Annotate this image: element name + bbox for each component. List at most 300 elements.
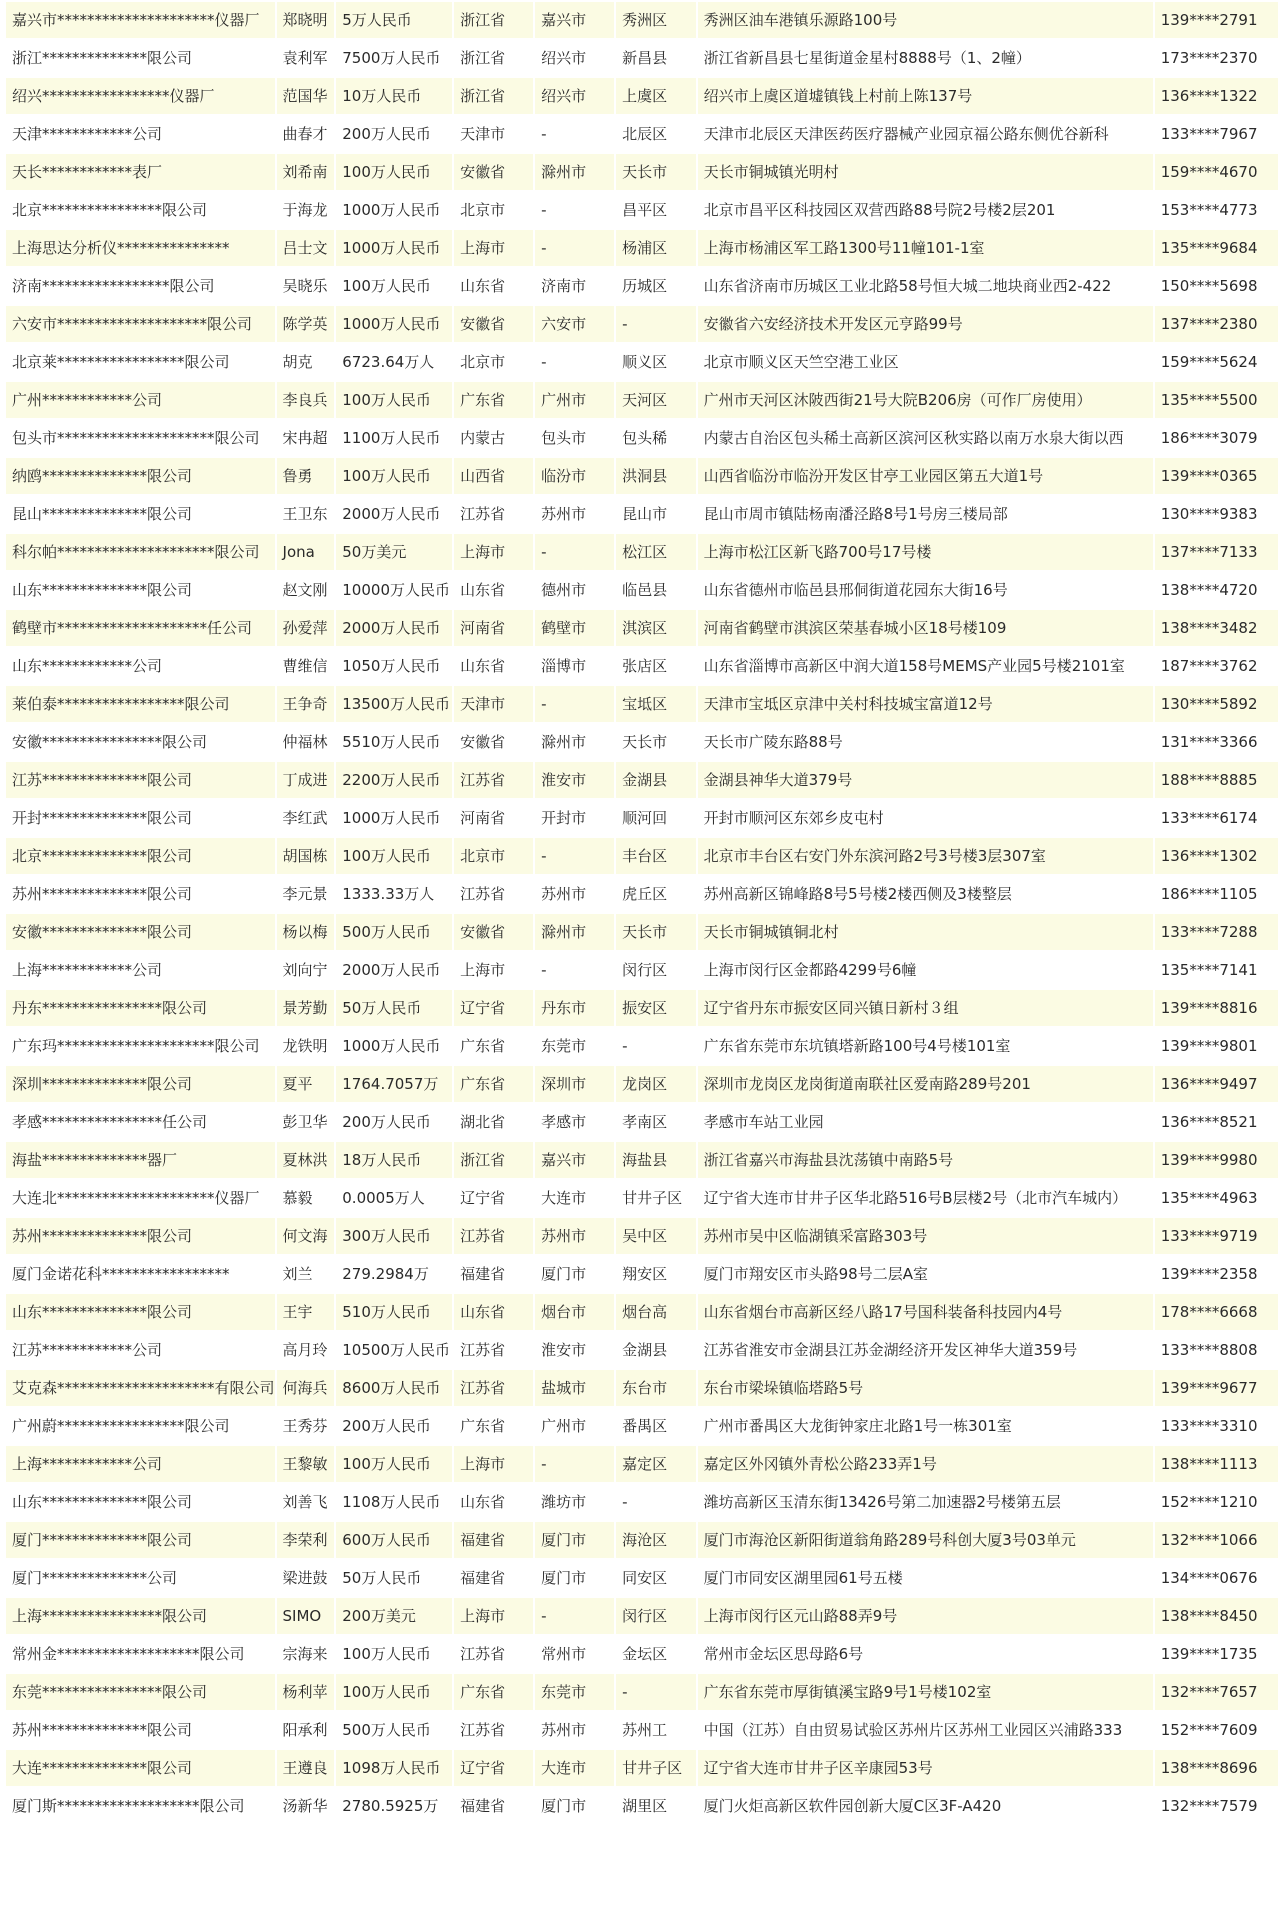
- table-row: [6, 1066, 1278, 1102]
- city-cell: 包头市: [535, 420, 614, 456]
- address-cell: 北京市昌平区科技园区双营西路88号院2号楼2层201: [698, 192, 1153, 228]
- district-cell: 闵行区: [616, 952, 696, 988]
- legal-representative-cell: 杨利苹: [277, 1674, 335, 1710]
- province-cell: 福建省: [454, 1522, 533, 1558]
- phone-cell: 153****4773: [1155, 192, 1278, 228]
- province-cell: 上海市: [454, 230, 533, 266]
- phone-cell: 135****7141: [1155, 952, 1278, 988]
- company-name-cell: 艾克森*********************有限公司: [6, 1370, 275, 1406]
- table-row: [6, 1446, 1278, 1482]
- legal-representative-cell: 吴晓乐: [277, 268, 335, 304]
- district-cell: 昌平区: [616, 192, 696, 228]
- table-row: [6, 648, 1278, 684]
- district-cell: 吴中区: [616, 1218, 696, 1254]
- province-cell: 福建省: [454, 1560, 533, 1596]
- phone-cell: 131****3366: [1155, 724, 1278, 760]
- phone-cell: 136****1302: [1155, 838, 1278, 874]
- district-cell: -: [616, 1674, 696, 1710]
- legal-representative-cell: 景芳勤: [277, 990, 335, 1026]
- registered-capital-cell: 500万人民币: [336, 914, 452, 950]
- phone-cell: 132****1066: [1155, 1522, 1278, 1558]
- company-name-cell: 常州金*******************限公司: [6, 1636, 275, 1672]
- address-cell: 浙江省新昌县七星街道金星村8888号（1、2幢）: [698, 40, 1153, 76]
- district-cell: 丰台区: [616, 838, 696, 874]
- registered-capital-cell: 0.0005万人: [336, 1180, 452, 1216]
- table-row: [6, 306, 1278, 342]
- address-cell: 开封市顺河区东郊乡皮屯村: [698, 800, 1153, 836]
- registered-capital-cell: 100万人民币: [336, 268, 452, 304]
- table-row: [6, 572, 1278, 608]
- phone-cell: 152****7609: [1155, 1712, 1278, 1748]
- registered-capital-cell: 10万人民币: [336, 78, 452, 114]
- phone-cell: 139****0365: [1155, 458, 1278, 494]
- legal-representative-cell: 何海兵: [277, 1370, 335, 1406]
- province-cell: 辽宁省: [454, 990, 533, 1026]
- registered-capital-cell: 1098万人民币: [336, 1750, 452, 1786]
- table-row: [6, 2, 1278, 38]
- company-name-cell: 绍兴*****************仪器厂: [6, 78, 275, 114]
- province-cell: 浙江省: [454, 78, 533, 114]
- address-cell: 绍兴市上虞区道墟镇钱上村前上陈137号: [698, 78, 1153, 114]
- phone-cell: 159****4670: [1155, 154, 1278, 190]
- address-cell: 山西省临汾市临汾开发区甘亭工业园区第五大道1号: [698, 458, 1153, 494]
- registered-capital-cell: 8600万人民币: [336, 1370, 452, 1406]
- district-cell: 湖里区: [616, 1788, 696, 1824]
- company-name-cell: 安徽****************限公司: [6, 724, 275, 760]
- city-cell: 绍兴市: [535, 40, 614, 76]
- phone-cell: 136****9497: [1155, 1066, 1278, 1102]
- legal-representative-cell: 汤新华: [277, 1788, 335, 1824]
- company-name-cell: 上海****************限公司: [6, 1598, 275, 1634]
- table-row: [6, 800, 1278, 836]
- city-cell: 烟台市: [535, 1294, 614, 1330]
- city-cell: 厦门市: [535, 1560, 614, 1596]
- company-name-cell: 丹东****************限公司: [6, 990, 275, 1026]
- district-cell: 北辰区: [616, 116, 696, 152]
- address-cell: 厦门市翔安区市头路98号二层A室: [698, 1256, 1153, 1292]
- company-name-cell: 东莞****************限公司: [6, 1674, 275, 1710]
- province-cell: 广东省: [454, 1408, 533, 1444]
- table-row: [6, 1674, 1278, 1710]
- table-row: [6, 1788, 1278, 1824]
- registered-capital-cell: 5510万人民币: [336, 724, 452, 760]
- legal-representative-cell: 彭卫华: [277, 1104, 335, 1140]
- legal-representative-cell: SIMO: [277, 1598, 335, 1634]
- registered-capital-cell: 50万人民币: [336, 990, 452, 1026]
- province-cell: 江苏省: [454, 1636, 533, 1672]
- address-cell: 上海市松江区新飞路700号17号楼: [698, 534, 1153, 570]
- district-cell: -: [616, 1484, 696, 1520]
- phone-cell: 173****2370: [1155, 40, 1278, 76]
- company-name-cell: 苏州**************限公司: [6, 1712, 275, 1748]
- city-cell: 鹤壁市: [535, 610, 614, 646]
- city-cell: 淮安市: [535, 1332, 614, 1368]
- city-cell: -: [535, 838, 614, 874]
- legal-representative-cell: 宗海来: [277, 1636, 335, 1672]
- company-name-cell: 山东************公司: [6, 648, 275, 684]
- city-cell: 嘉兴市: [535, 1142, 614, 1178]
- company-name-cell: 海盐**************器厂: [6, 1142, 275, 1178]
- legal-representative-cell: 宋冉超: [277, 420, 335, 456]
- company-name-cell: 厦门**************限公司: [6, 1522, 275, 1558]
- address-cell: 孝感市车站工业园: [698, 1104, 1153, 1140]
- province-cell: 北京市: [454, 192, 533, 228]
- city-cell: 滁州市: [535, 154, 614, 190]
- district-cell: 甘井子区: [616, 1750, 696, 1786]
- province-cell: 辽宁省: [454, 1180, 533, 1216]
- province-cell: 上海市: [454, 952, 533, 988]
- district-cell: 烟台高: [616, 1294, 696, 1330]
- province-cell: 广东省: [454, 382, 533, 418]
- district-cell: 翔安区: [616, 1256, 696, 1292]
- city-cell: 丹东市: [535, 990, 614, 1026]
- company-name-cell: 包头市*********************限公司: [6, 420, 275, 456]
- legal-representative-cell: 李荣利: [277, 1522, 335, 1558]
- phone-cell: 159****5624: [1155, 344, 1278, 380]
- legal-representative-cell: 李良兵: [277, 382, 335, 418]
- address-cell: 广东省东莞市厚街镇溪宝路9号1号楼102室: [698, 1674, 1153, 1710]
- district-cell: 东台市: [616, 1370, 696, 1406]
- province-cell: 天津市: [454, 116, 533, 152]
- legal-representative-cell: Jona: [277, 534, 335, 570]
- address-cell: 苏州高新区锦峰路8号5号楼2楼西侧及3楼整层: [698, 876, 1153, 912]
- district-cell: 杨浦区: [616, 230, 696, 266]
- registered-capital-cell: 510万人民币: [336, 1294, 452, 1330]
- registered-capital-cell: 200万美元: [336, 1598, 452, 1634]
- registered-capital-cell: 200万人民币: [336, 1104, 452, 1140]
- company-name-cell: 大连北*********************仪器厂: [6, 1180, 275, 1216]
- city-cell: 深圳市: [535, 1066, 614, 1102]
- registered-capital-cell: 1108万人民币: [336, 1484, 452, 1520]
- district-cell: 松江区: [616, 534, 696, 570]
- legal-representative-cell: 梁进鼓: [277, 1560, 335, 1596]
- address-cell: 厦门火炬高新区软件园创新大厦C区3F-A420: [698, 1788, 1153, 1824]
- phone-cell: 187****3762: [1155, 648, 1278, 684]
- registered-capital-cell: 1100万人民币: [336, 420, 452, 456]
- address-cell: 江苏省淮安市金湖县江苏金湖经济开发区神华大道359号: [698, 1332, 1153, 1368]
- district-cell: 洪洞县: [616, 458, 696, 494]
- table-row: [6, 1332, 1278, 1368]
- district-cell: 金坛区: [616, 1636, 696, 1672]
- address-cell: 山东省淄博市高新区中润大道158号MEMS产业园5号楼2101室: [698, 648, 1153, 684]
- province-cell: 河南省: [454, 800, 533, 836]
- table-row: [6, 990, 1278, 1026]
- city-cell: -: [535, 1598, 614, 1634]
- company-name-cell: 山东**************限公司: [6, 1294, 275, 1330]
- phone-cell: 134****0676: [1155, 1560, 1278, 1596]
- city-cell: 绍兴市: [535, 78, 614, 114]
- company-name-cell: 广州************公司: [6, 382, 275, 418]
- district-cell: 历城区: [616, 268, 696, 304]
- legal-representative-cell: 吕士文: [277, 230, 335, 266]
- address-cell: 北京市丰台区右安门外东滨河路2号3号楼3层307室: [698, 838, 1153, 874]
- company-name-cell: 厦门金诺花科*****************: [6, 1256, 275, 1292]
- phone-cell: 133****7288: [1155, 914, 1278, 950]
- registered-capital-cell: 100万人民币: [336, 154, 452, 190]
- address-cell: 广州市天河区沐陂西街21号大院B206房（可作厂房使用）: [698, 382, 1153, 418]
- phone-cell: 150****5698: [1155, 268, 1278, 304]
- district-cell: 番禺区: [616, 1408, 696, 1444]
- province-cell: 广东省: [454, 1028, 533, 1064]
- company-name-cell: 北京****************限公司: [6, 192, 275, 228]
- table-row: [6, 1484, 1278, 1520]
- phone-cell: 136****1322: [1155, 78, 1278, 114]
- city-cell: 临汾市: [535, 458, 614, 494]
- province-cell: 江苏省: [454, 1370, 533, 1406]
- address-cell: 内蒙古自治区包头稀土高新区滨河区秋实路以南万水泉大街以西: [698, 420, 1153, 456]
- table-row: [6, 1256, 1278, 1292]
- city-cell: 常州市: [535, 1636, 614, 1672]
- city-cell: -: [535, 686, 614, 722]
- company-name-cell: 厦门**************公司: [6, 1560, 275, 1596]
- table-row: [6, 1712, 1278, 1748]
- phone-cell: 133****7967: [1155, 116, 1278, 152]
- phone-cell: 133****6174: [1155, 800, 1278, 836]
- address-cell: 上海市杨浦区军工路1300号11幢101-1室: [698, 230, 1153, 266]
- registered-capital-cell: 100万人民币: [336, 458, 452, 494]
- legal-representative-cell: 鲁勇: [277, 458, 335, 494]
- registered-capital-cell: 300万人民币: [336, 1218, 452, 1254]
- city-cell: 东莞市: [535, 1674, 614, 1710]
- province-cell: 山东省: [454, 648, 533, 684]
- province-cell: 北京市: [454, 344, 533, 380]
- legal-representative-cell: 何文海: [277, 1218, 335, 1254]
- city-cell: 淮安市: [535, 762, 614, 798]
- registered-capital-cell: 13500万人民币: [336, 686, 452, 722]
- province-cell: 山东省: [454, 1294, 533, 1330]
- legal-representative-cell: 慕毅: [277, 1180, 335, 1216]
- table-row: [6, 952, 1278, 988]
- address-cell: 上海市闵行区金都路4299号6幢: [698, 952, 1153, 988]
- legal-representative-cell: 曲春才: [277, 116, 335, 152]
- table-row: [6, 610, 1278, 646]
- company-name-cell: 鹤壁市********************任公司: [6, 610, 275, 646]
- district-cell: 金湖县: [616, 1332, 696, 1368]
- address-cell: 辽宁省大连市甘井子区华北路516号B层楼2号（北市汽车城内）: [698, 1180, 1153, 1216]
- city-cell: 广州市: [535, 382, 614, 418]
- province-cell: 内蒙古: [454, 420, 533, 456]
- district-cell: 甘井子区: [616, 1180, 696, 1216]
- company-name-cell: 苏州**************限公司: [6, 876, 275, 912]
- table-row: [6, 496, 1278, 532]
- address-cell: 天长市铜城镇铜北村: [698, 914, 1153, 950]
- phone-cell: 135****9684: [1155, 230, 1278, 266]
- province-cell: 江苏省: [454, 1332, 533, 1368]
- city-cell: 厦门市: [535, 1522, 614, 1558]
- address-cell: 金湖县神华大道379号: [698, 762, 1153, 798]
- phone-cell: 132****7657: [1155, 1674, 1278, 1710]
- phone-cell: 139****8816: [1155, 990, 1278, 1026]
- address-cell: 广州市番禺区大龙街钟家庄北路1号一栋301室: [698, 1408, 1153, 1444]
- province-cell: 浙江省: [454, 1142, 533, 1178]
- phone-cell: 139****9801: [1155, 1028, 1278, 1064]
- city-cell: 滁州市: [535, 914, 614, 950]
- province-cell: 江苏省: [454, 876, 533, 912]
- legal-representative-cell: 夏平: [277, 1066, 335, 1102]
- registered-capital-cell: 1000万人民币: [336, 230, 452, 266]
- company-name-cell: 天津************公司: [6, 116, 275, 152]
- district-cell: 嘉定区: [616, 1446, 696, 1482]
- table-row: [6, 838, 1278, 874]
- city-cell: 开封市: [535, 800, 614, 836]
- table-row: [6, 1522, 1278, 1558]
- address-cell: 天津市宝坻区京津中关村科技城宝富道12号: [698, 686, 1153, 722]
- city-cell: 嘉兴市: [535, 2, 614, 38]
- city-cell: 滁州市: [535, 724, 614, 760]
- registered-capital-cell: 10500万人民币: [336, 1332, 452, 1368]
- phone-cell: 139****2358: [1155, 1256, 1278, 1292]
- legal-representative-cell: 刘兰: [277, 1256, 335, 1292]
- company-records-table: [4, 0, 1280, 1826]
- phone-cell: 178****6668: [1155, 1294, 1278, 1330]
- table-row: [6, 1370, 1278, 1406]
- legal-representative-cell: 王黎敏: [277, 1446, 335, 1482]
- city-cell: 大连市: [535, 1750, 614, 1786]
- address-cell: 厦门市同安区湖里园61号五楼: [698, 1560, 1153, 1596]
- legal-representative-cell: 李元景: [277, 876, 335, 912]
- district-cell: 金湖县: [616, 762, 696, 798]
- phone-cell: 152****1210: [1155, 1484, 1278, 1520]
- province-cell: 浙江省: [454, 2, 533, 38]
- city-cell: 厦门市: [535, 1256, 614, 1292]
- district-cell: 顺河回: [616, 800, 696, 836]
- phone-cell: 136****8521: [1155, 1104, 1278, 1140]
- table-row: [6, 1218, 1278, 1254]
- registered-capital-cell: 1333.33万人: [336, 876, 452, 912]
- district-cell: 张店区: [616, 648, 696, 684]
- district-cell: 天河区: [616, 382, 696, 418]
- province-cell: 山东省: [454, 572, 533, 608]
- legal-representative-cell: 仲福林: [277, 724, 335, 760]
- registered-capital-cell: 600万人民币: [336, 1522, 452, 1558]
- company-name-cell: 天长************表厂: [6, 154, 275, 190]
- address-cell: 中国（江苏）自由贸易试验区苏州片区苏州工业园区兴浦路333: [698, 1712, 1153, 1748]
- registered-capital-cell: 1000万人民币: [336, 1028, 452, 1064]
- table-row: [6, 78, 1278, 114]
- phone-cell: 138****1113: [1155, 1446, 1278, 1482]
- table-row: [6, 1294, 1278, 1330]
- city-cell: 苏州市: [535, 1712, 614, 1748]
- city-cell: 苏州市: [535, 1218, 614, 1254]
- district-cell: 龙岗区: [616, 1066, 696, 1102]
- address-cell: 常州市金坛区思母路6号: [698, 1636, 1153, 1672]
- province-cell: 上海市: [454, 1446, 533, 1482]
- district-cell: 孝南区: [616, 1104, 696, 1140]
- table-row: [6, 1636, 1278, 1672]
- city-cell: 盐城市: [535, 1370, 614, 1406]
- table-row: [6, 534, 1278, 570]
- phone-cell: 186****3079: [1155, 420, 1278, 456]
- district-cell: 虎丘区: [616, 876, 696, 912]
- district-cell: 宝坻区: [616, 686, 696, 722]
- company-name-cell: 广东玛*********************限公司: [6, 1028, 275, 1064]
- province-cell: 福建省: [454, 1256, 533, 1292]
- district-cell: 昆山市: [616, 496, 696, 532]
- company-name-cell: 孝感****************任公司: [6, 1104, 275, 1140]
- city-cell: 苏州市: [535, 876, 614, 912]
- phone-cell: 139****2791: [1155, 2, 1278, 38]
- district-cell: 上虞区: [616, 78, 696, 114]
- province-cell: 河南省: [454, 610, 533, 646]
- phone-cell: 137****2380: [1155, 306, 1278, 342]
- city-cell: 苏州市: [535, 496, 614, 532]
- company-name-cell: 上海************公司: [6, 952, 275, 988]
- registered-capital-cell: 1000万人民币: [336, 306, 452, 342]
- legal-representative-cell: 王宇: [277, 1294, 335, 1330]
- table-row: [6, 154, 1278, 190]
- province-cell: 天津市: [454, 686, 533, 722]
- address-cell: 安徽省六安经济技术开发区元亨路99号: [698, 306, 1153, 342]
- legal-representative-cell: 赵文刚: [277, 572, 335, 608]
- table-row: [6, 1180, 1278, 1216]
- phone-cell: 186****1105: [1155, 876, 1278, 912]
- legal-representative-cell: 王卫东: [277, 496, 335, 532]
- phone-cell: 132****7579: [1155, 1788, 1278, 1824]
- province-cell: 安徽省: [454, 306, 533, 342]
- legal-representative-cell: 于海龙: [277, 192, 335, 228]
- registered-capital-cell: 100万人民币: [336, 838, 452, 874]
- legal-representative-cell: 郑晓明: [277, 2, 335, 38]
- address-cell: 东台市梁垛镇临塔路5号: [698, 1370, 1153, 1406]
- registered-capital-cell: 2780.5925万: [336, 1788, 452, 1824]
- legal-representative-cell: 王争奇: [277, 686, 335, 722]
- province-cell: 福建省: [454, 1788, 533, 1824]
- company-name-cell: 厦门斯*******************限公司: [6, 1788, 275, 1824]
- company-name-cell: 广州蔚*****************限公司: [6, 1408, 275, 1444]
- province-cell: 辽宁省: [454, 1750, 533, 1786]
- table-row: [6, 458, 1278, 494]
- district-cell: 闵行区: [616, 1598, 696, 1634]
- company-name-cell: 江苏************公司: [6, 1332, 275, 1368]
- address-cell: 北京市顺义区天竺空港工业区: [698, 344, 1153, 380]
- address-cell: 昆山市周市镇陆杨南潘泾路8号1号房三楼局部: [698, 496, 1153, 532]
- city-cell: 济南市: [535, 268, 614, 304]
- legal-representative-cell: 孙爱萍: [277, 610, 335, 646]
- legal-representative-cell: 夏林洪: [277, 1142, 335, 1178]
- company-name-cell: 嘉兴市*********************仪器厂: [6, 2, 275, 38]
- table-row: [6, 1104, 1278, 1140]
- company-name-cell: 大连**************限公司: [6, 1750, 275, 1786]
- province-cell: 江苏省: [454, 762, 533, 798]
- phone-cell: 138****4720: [1155, 572, 1278, 608]
- province-cell: 北京市: [454, 838, 533, 874]
- company-name-cell: 莱伯泰*****************限公司: [6, 686, 275, 722]
- legal-representative-cell: 高月玲: [277, 1332, 335, 1368]
- province-cell: 浙江省: [454, 40, 533, 76]
- district-cell: 苏州工: [616, 1712, 696, 1748]
- province-cell: 广东省: [454, 1066, 533, 1102]
- company-name-cell: 昆山**************限公司: [6, 496, 275, 532]
- address-cell: 浙江省嘉兴市海盐县沈荡镇中南路5号: [698, 1142, 1153, 1178]
- company-name-cell: 苏州**************限公司: [6, 1218, 275, 1254]
- legal-representative-cell: 丁成进: [277, 762, 335, 798]
- table-row: [6, 914, 1278, 950]
- registered-capital-cell: 5万人民币: [336, 2, 452, 38]
- company-name-cell: 北京莱*****************限公司: [6, 344, 275, 380]
- district-cell: 天长市: [616, 724, 696, 760]
- address-cell: 潍坊高新区玉清东街13426号第二加速器2号楼第五层: [698, 1484, 1153, 1520]
- city-cell: -: [535, 534, 614, 570]
- company-name-cell: 纳鸥**************限公司: [6, 458, 275, 494]
- address-cell: 辽宁省大连市甘井子区辛康园53号: [698, 1750, 1153, 1786]
- phone-cell: 139****9677: [1155, 1370, 1278, 1406]
- province-cell: 湖北省: [454, 1104, 533, 1140]
- table-row: [6, 1560, 1278, 1596]
- district-cell: 新昌县: [616, 40, 696, 76]
- registered-capital-cell: 18万人民币: [336, 1142, 452, 1178]
- phone-cell: 133****9719: [1155, 1218, 1278, 1254]
- registered-capital-cell: 2000万人民币: [336, 952, 452, 988]
